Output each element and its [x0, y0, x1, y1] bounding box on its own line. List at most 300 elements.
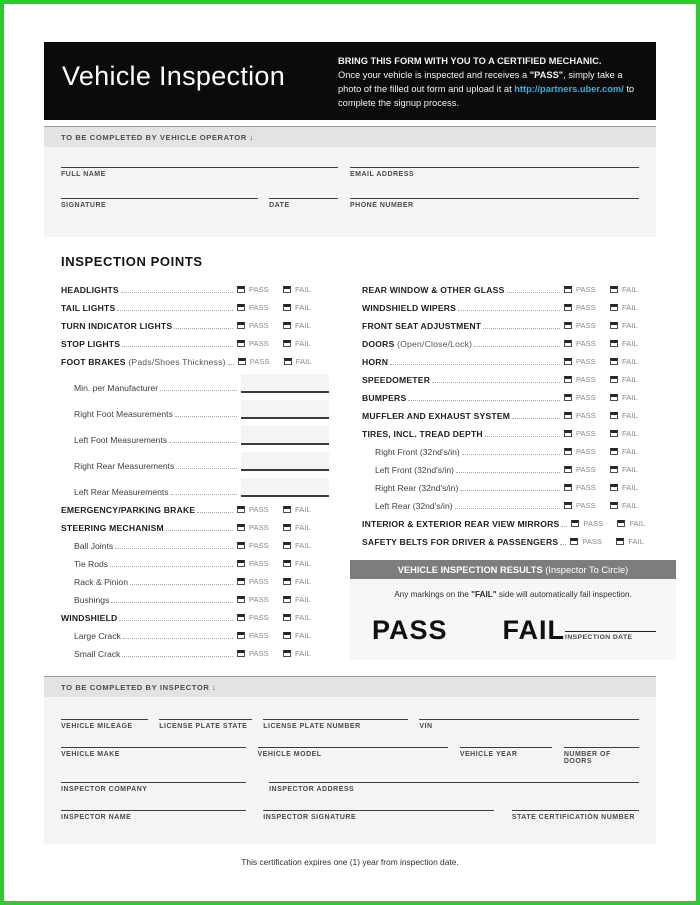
fail-checkbox[interactable]	[283, 340, 291, 347]
inspection-item-label: Small Crack	[74, 649, 121, 659]
pass-checkbox[interactable]	[564, 304, 572, 311]
operator-fields	[44, 147, 656, 237]
pass-label: PASS	[583, 519, 604, 528]
fail-cell	[283, 321, 329, 331]
pass-cell	[564, 429, 610, 439]
fail-checkbox[interactable]	[283, 578, 291, 585]
fail-cell	[283, 303, 329, 313]
dotted-leader	[462, 454, 560, 455]
dotted-leader	[458, 310, 560, 311]
fail-label: FAIL	[295, 595, 311, 604]
inspection-row-left-foot-measurements	[61, 419, 329, 445]
inspection-row-windshield-wipers	[362, 295, 656, 313]
pass-label: PASS	[249, 595, 269, 604]
pass-label: PASS	[249, 559, 269, 568]
pass-cell	[237, 541, 283, 551]
pass-checkbox[interactable]	[570, 538, 578, 545]
fail-checkbox[interactable]	[610, 358, 618, 365]
pass-checkbox[interactable]	[237, 542, 245, 549]
fail-checkbox[interactable]	[283, 632, 291, 639]
inspection-row-rear-window-other-glass	[362, 277, 656, 295]
dotted-leader	[512, 418, 560, 419]
pass-cell	[237, 321, 283, 331]
fail-cell	[617, 519, 663, 529]
pass-cell	[564, 447, 610, 457]
dotted-leader	[174, 328, 233, 329]
pass-checkbox[interactable]	[237, 560, 245, 567]
pass-checkbox[interactable]	[237, 340, 245, 347]
pass-cell	[564, 393, 610, 403]
dotted-leader	[130, 584, 233, 585]
field-row	[61, 782, 639, 793]
inspection-item-label: EMERGENCY/PARKING BRAKE	[61, 505, 196, 515]
pass-checkbox[interactable]	[237, 614, 245, 621]
dotted-leader	[171, 494, 237, 495]
dotted-leader	[390, 364, 560, 365]
field-email-address[interactable]: EMAIL ADDRESS	[350, 167, 639, 178]
pass-label: PASS	[576, 321, 596, 330]
fail-cell	[283, 339, 329, 349]
fail-label: FAIL	[622, 501, 638, 510]
field-state-certification-number[interactable]: STATE CERTIFICATION NUMBER	[512, 810, 639, 821]
inspection-item-label: Rack & Pinion	[74, 577, 128, 587]
inspection-row-stop-lights	[61, 331, 329, 349]
field-vehicle-model[interactable]: VEHICLE MODEL	[258, 747, 449, 765]
pass-label: PASS	[249, 285, 269, 294]
inspection-row-large-crack	[61, 623, 329, 641]
pass-checkbox[interactable]	[237, 304, 245, 311]
inspection-item-label: Left Rear (32nd's/in)	[375, 501, 453, 511]
pass-cell	[237, 523, 283, 533]
fail-checkbox[interactable]	[283, 614, 291, 621]
pass-checkbox[interactable]	[237, 506, 245, 513]
fail-label: FAIL	[295, 631, 311, 640]
inspection-column-right	[362, 277, 656, 660]
fail-checkbox[interactable]	[610, 466, 618, 473]
dotted-leader	[121, 292, 233, 293]
dotted-leader	[483, 328, 560, 329]
inspection-item-label: STOP LIGHTS	[61, 339, 121, 349]
inspection-item-label: HEADLIGHTS	[61, 285, 119, 295]
pass-label: PASS	[576, 447, 596, 456]
inspection-row-interior-exterior-rear-view-mirrors	[362, 511, 656, 529]
pass-checkbox[interactable]	[564, 466, 572, 473]
pass-label: PASS	[249, 357, 270, 366]
inspection-row-right-rear-measurements	[61, 445, 329, 471]
pass-checkbox[interactable]	[564, 448, 572, 455]
fail-label: FAIL	[629, 519, 646, 528]
inspection-row-foot-brakes	[61, 349, 329, 367]
pass-cell	[564, 465, 610, 475]
fail-cell	[616, 537, 662, 547]
fail-label: FAIL	[622, 429, 638, 438]
notice-text-1: Once your vehicle is inspected and receives a	[338, 69, 530, 80]
pass-cell	[238, 357, 284, 367]
inspection-item-note: (Pads/Shoes Thickness)	[125, 357, 226, 367]
inspection-row-bumpers	[362, 385, 656, 403]
pass-label: PASS	[249, 613, 269, 622]
inspection-item-label: MUFFLER AND EXHAUST SYSTEM	[362, 411, 511, 421]
pass-checkbox[interactable]	[564, 322, 572, 329]
fail-cell	[610, 303, 656, 313]
fail-cell	[283, 541, 329, 551]
pass-cell	[564, 321, 610, 331]
fail-cell	[283, 649, 329, 659]
pass-checkbox[interactable]	[564, 412, 572, 419]
inspection-item-label: SAFETY BELTS FOR DRIVER & PASSENGERS	[362, 537, 559, 547]
inspection-item-label: BUMPERS	[362, 393, 407, 403]
fail-label: FAIL	[622, 375, 638, 384]
field-number-of-doors[interactable]: NUMBER OF DOORS	[564, 747, 639, 765]
footer-note: This certification expires one (1) year from inspection date.	[241, 857, 459, 867]
fail-cell	[610, 393, 656, 403]
pass-checkbox[interactable]	[564, 340, 572, 347]
inspection-item-note: (Open/Close/Lock)	[394, 339, 473, 349]
pass-cell	[237, 649, 283, 659]
measurement-input[interactable]	[241, 426, 329, 445]
dotted-leader	[408, 400, 560, 401]
dotted-leader	[122, 656, 233, 657]
pass-checkbox[interactable]	[564, 502, 572, 509]
fail-label: FAIL	[622, 483, 638, 492]
fail-cell	[610, 465, 656, 475]
field-vehicle-mileage[interactable]: VEHICLE MILEAGE	[61, 719, 148, 730]
fail-checkbox[interactable]	[610, 448, 618, 455]
fail-label: FAIL	[295, 303, 311, 312]
pass-label: PASS	[576, 357, 596, 366]
fail-checkbox[interactable]	[610, 376, 618, 383]
inspection-item-label: Bushings	[74, 595, 110, 605]
fail-checkbox[interactable]	[610, 394, 618, 401]
pass-checkbox[interactable]	[237, 650, 245, 657]
operator-section	[44, 126, 656, 237]
pass-checkbox[interactable]	[237, 524, 245, 531]
inspection-row-rack-pinion	[61, 569, 329, 587]
fail-checkbox[interactable]	[610, 304, 618, 311]
dotted-leader	[228, 364, 234, 365]
pass-cell	[237, 577, 283, 587]
fail-checkbox[interactable]	[283, 506, 291, 513]
fail-checkbox[interactable]	[610, 412, 618, 419]
fail-checkbox[interactable]	[283, 286, 291, 293]
dotted-leader	[169, 442, 237, 443]
fail-label: FAIL	[622, 357, 638, 366]
fail-checkbox[interactable]	[283, 596, 291, 603]
field-inspector-name[interactable]: INSPECTOR NAME	[61, 810, 246, 821]
pass-checkbox[interactable]	[564, 430, 572, 437]
fail-cell	[283, 285, 329, 295]
inspection-item-label: Tie Rods	[74, 559, 109, 569]
inspector-fields	[44, 697, 656, 844]
pass-cell	[564, 411, 610, 421]
fail-label: FAIL	[622, 447, 638, 456]
notice-text-3: to complete the signup process.	[338, 83, 635, 108]
fail-label: FAIL	[295, 541, 311, 550]
fail-cell	[610, 501, 656, 511]
field-vin[interactable]: VIN	[419, 719, 639, 730]
inspection-row-left-front-32nd-s-in	[362, 457, 656, 475]
pass-cell	[564, 375, 610, 385]
fail-checkbox[interactable]	[283, 560, 291, 567]
pass-checkbox[interactable]	[571, 520, 579, 527]
fail-label: FAIL	[622, 303, 638, 312]
fail-label: FAIL	[295, 649, 311, 658]
pass-checkbox[interactable]	[237, 596, 245, 603]
pass-label: PASS	[249, 541, 269, 550]
inspection-item-label: HORN	[362, 357, 389, 367]
fail-label: FAIL	[622, 393, 638, 402]
pass-label: PASS	[249, 649, 269, 658]
inspection-date-field[interactable]: INSPECTION DATE	[565, 631, 656, 641]
results-circle-area	[350, 617, 676, 644]
measurement-input[interactable]	[241, 478, 329, 497]
fail-cell	[610, 321, 656, 331]
pass-cell	[237, 505, 283, 515]
pass-label: PASS	[249, 339, 269, 348]
dotted-leader	[111, 602, 233, 603]
inspection-row-left-rear-32nd-s-in	[362, 493, 656, 511]
inspection-row-ball-joints	[61, 533, 329, 551]
dotted-leader	[122, 346, 233, 347]
pass-label: PASS	[576, 375, 596, 384]
operator-section-bar: TO BE COMPLETED BY VEHICLE OPERATOR ↓	[44, 126, 656, 147]
fail-label: FAIL	[622, 339, 638, 348]
fail-checkbox[interactable]	[617, 520, 625, 527]
inspection-item-label: Left Foot Measurements	[74, 435, 168, 445]
inspection-item-label: Right Front (32nd's/in)	[375, 447, 460, 457]
fail-cell	[610, 411, 656, 421]
results-header-note: (Inspector To Circle)	[542, 565, 629, 575]
inspection-row-muffler-and-exhaust-system	[362, 403, 656, 421]
dotted-leader	[460, 490, 560, 491]
inspection-row-min-per-manufacturer	[61, 367, 329, 393]
pass-cell	[564, 357, 610, 367]
pass-label: PASS	[576, 501, 596, 510]
fail-label: FAIL	[622, 285, 638, 294]
field-date[interactable]: DATE	[269, 198, 338, 209]
pass-label: PASS	[576, 411, 596, 420]
inspection-row-right-front-32nd-s-in	[362, 439, 656, 457]
inspection-row-steering-mechanism	[61, 515, 329, 533]
inspection-points-title: INSPECTION POINTS	[61, 254, 203, 269]
pass-cell	[564, 483, 610, 493]
pass-label: PASS	[249, 321, 269, 330]
inspection-row-right-rear-32nd-s-in	[362, 475, 656, 493]
pass-checkbox[interactable]	[564, 394, 572, 401]
pass-checkbox[interactable]	[237, 632, 245, 639]
inspection-item-label: TURN INDICATOR LIGHTS	[61, 321, 173, 331]
pass-label: PASS	[582, 537, 602, 546]
inspection-item-label: DOORS (Open/Close/Lock)	[362, 339, 473, 349]
field-inspector-signature[interactable]: INSPECTOR SIGNATURE	[263, 810, 494, 821]
fail-checkbox[interactable]	[610, 502, 618, 509]
fail-checkbox[interactable]	[283, 322, 291, 329]
inspection-item-label: SPEEDOMETER	[362, 375, 431, 385]
inspection-item-label: Right Rear Measurements	[74, 461, 175, 471]
inspection-row-speedometer	[362, 367, 656, 385]
dotted-leader	[455, 508, 560, 509]
inspection-row-bushings	[61, 587, 329, 605]
pass-checkbox[interactable]	[564, 376, 572, 383]
inspection-item-label: REAR WINDOW & OTHER GLASS	[362, 285, 505, 295]
inspection-item-label: Left Front (32nd's/in)	[375, 465, 455, 475]
inspection-row-turn-indicator-lights	[61, 313, 329, 331]
field-vehicle-year[interactable]: VEHICLE YEAR	[460, 747, 552, 765]
inspection-row-horn	[362, 349, 656, 367]
pass-checkbox[interactable]	[237, 578, 245, 585]
inspection-row-tie-rods	[61, 551, 329, 569]
pass-cell	[237, 285, 283, 295]
dotted-leader	[166, 530, 233, 531]
inspection-column-left	[61, 277, 329, 660]
dotted-leader	[110, 566, 233, 567]
dotted-leader	[119, 620, 233, 621]
field-inspector-address[interactable]: INSPECTOR ADDRESS	[269, 782, 639, 793]
field-phone-number[interactable]: PHONE NUMBER	[350, 198, 639, 209]
fail-label: FAIL	[628, 537, 644, 546]
fail-label: FAIL	[295, 321, 311, 330]
fail-checkbox[interactable]	[610, 484, 618, 491]
fail-cell	[283, 505, 329, 515]
field-row	[61, 719, 639, 730]
pass-label: PASS	[249, 631, 269, 640]
notice-text-2: , simply take a photo of the filled out form and upload it at	[338, 69, 623, 94]
field-row	[61, 810, 639, 821]
pass-cell	[564, 501, 610, 511]
pass-cell	[564, 285, 610, 295]
fail-checkbox[interactable]	[610, 322, 618, 329]
dotted-leader	[432, 382, 560, 383]
inspection-item-label: WINDSHIELD	[61, 613, 118, 623]
fail-cell	[283, 595, 329, 605]
fail-checkbox[interactable]	[283, 542, 291, 549]
fail-checkbox[interactable]	[283, 524, 291, 531]
inspection-row-front-seat-adjustment	[362, 313, 656, 331]
dotted-leader	[560, 544, 566, 545]
results-header	[350, 560, 676, 579]
notice-pass-term: "PASS"	[529, 69, 564, 80]
fail-checkbox[interactable]	[610, 430, 618, 437]
fail-checkbox[interactable]	[610, 340, 618, 347]
dotted-leader	[160, 390, 237, 391]
inspection-row-tail-lights	[61, 295, 329, 313]
results-note	[358, 590, 668, 599]
measurement-input[interactable]	[241, 452, 329, 471]
field-license-plate-number[interactable]: LICENSE PLATE NUMBER	[263, 719, 408, 730]
pass-cell	[237, 631, 283, 641]
inspection-item-label: FRONT SEAT ADJUSTMENT	[362, 321, 482, 331]
signup-link[interactable]: http://partners.uber.com/	[514, 83, 624, 94]
pass-cell	[237, 595, 283, 605]
results-note-2: side will automatically fail inspection.	[496, 590, 632, 599]
inspection-item-label: Left Rear Measurements	[74, 487, 169, 497]
pass-label: PASS	[249, 577, 269, 586]
field-row	[61, 198, 639, 209]
fail-label: FAIL	[295, 613, 311, 622]
fail-cell	[283, 631, 329, 641]
field-inspector-company[interactable]: INSPECTOR COMPANY	[61, 782, 246, 793]
measurement-input[interactable]	[241, 374, 329, 393]
fail-label: FAIL	[295, 339, 311, 348]
fail-cell	[610, 375, 656, 385]
pass-checkbox[interactable]	[564, 358, 572, 365]
inspector-section-bar: TO BE COMPLETED BY INSPECTOR ↓	[44, 676, 656, 697]
pass-checkbox[interactable]	[237, 322, 245, 329]
field-full-name[interactable]: FULL NAME	[61, 167, 338, 178]
fail-circle-option[interactable]: FAIL	[502, 615, 566, 645]
pass-label: PASS	[249, 505, 269, 514]
dotted-leader	[456, 472, 560, 473]
field-row	[61, 747, 639, 765]
inspection-columns	[44, 277, 656, 660]
inspection-row-headlights	[61, 277, 329, 295]
dotted-leader	[197, 512, 233, 513]
fail-cell	[283, 523, 329, 533]
inspection-item-label: INTERIOR & EXTERIOR REAR VIEW MIRRORS	[362, 519, 560, 529]
pass-checkbox[interactable]	[564, 484, 572, 491]
dotted-leader	[561, 526, 567, 527]
field-signature[interactable]: SIGNATURE	[61, 198, 258, 209]
inspection-item-label: Right Foot Measurements	[74, 409, 173, 419]
header-notice	[338, 55, 640, 111]
dotted-leader	[474, 346, 560, 347]
pass-label: PASS	[249, 303, 269, 312]
results-header-bold: VEHICLE INSPECTION RESULTS	[397, 565, 543, 575]
fail-checkbox[interactable]	[610, 286, 618, 293]
pass-circle-option[interactable]: PASS	[372, 615, 448, 645]
pass-cell	[237, 559, 283, 569]
pass-cell	[570, 537, 616, 547]
dotted-leader	[117, 310, 233, 311]
pass-label: PASS	[576, 483, 596, 492]
measurement-input[interactable]	[241, 400, 329, 419]
pass-cell	[564, 339, 610, 349]
notice-bold-line: BRING THIS FORM WITH YOU TO A CERTIFIED MECHANIC.	[338, 56, 602, 66]
fail-checkbox[interactable]	[283, 304, 291, 311]
pass-label: PASS	[249, 523, 269, 532]
dotted-leader	[123, 638, 233, 639]
inspection-row-windshield	[61, 605, 329, 623]
form-page	[4, 4, 696, 867]
field-vehicle-make[interactable]: VEHICLE MAKE	[61, 747, 246, 765]
pass-checkbox[interactable]	[238, 358, 246, 365]
fail-label: FAIL	[295, 285, 311, 294]
fail-label: FAIL	[295, 523, 311, 532]
pass-checkbox[interactable]	[237, 286, 245, 293]
dotted-leader	[176, 468, 237, 469]
fail-label: FAIL	[622, 321, 638, 330]
fail-label: FAIL	[622, 465, 638, 474]
pass-label: PASS	[576, 465, 596, 474]
inspection-row-left-rear-measurements	[61, 471, 329, 497]
pass-label: PASS	[576, 285, 596, 294]
results-note-1: Any markings on the	[394, 590, 472, 599]
fail-checkbox[interactable]	[616, 538, 624, 545]
dotted-leader	[485, 436, 560, 437]
pass-cell	[237, 613, 283, 623]
pass-cell	[237, 303, 283, 313]
inspection-row-doors	[362, 331, 656, 349]
pass-cell	[237, 339, 283, 349]
pass-label: PASS	[576, 393, 596, 402]
fail-checkbox[interactable]	[283, 650, 291, 657]
fail-checkbox[interactable]	[284, 358, 292, 365]
field-license-plate-state[interactable]: LICENSE PLATE STATE	[159, 719, 251, 730]
inspection-row-right-foot-measurements	[61, 393, 329, 419]
fail-cell	[610, 339, 656, 349]
pass-checkbox[interactable]	[564, 286, 572, 293]
fail-label: FAIL	[295, 577, 311, 586]
